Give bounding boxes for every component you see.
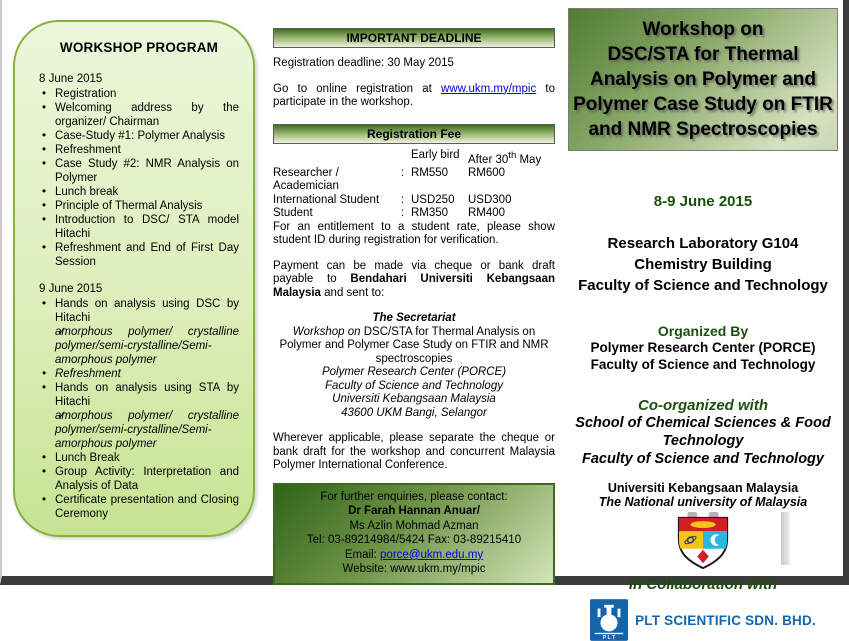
workshop-title-line: and NMR Spectroscopies: [588, 119, 818, 140]
fee-table-row: [273, 167, 555, 194]
day1-program-list: [39, 87, 239, 269]
fee-after-sup: th: [508, 149, 517, 161]
program-item: • Case Study #2: NMR Analysis on Polymer: [39, 157, 239, 185]
fee-col-after: [468, 149, 541, 167]
fee-row-early-value: RM550: [411, 166, 449, 179]
program-item: • Hands on analysis using DSC by Hitachi: [39, 297, 239, 325]
contact-email-line: [279, 548, 549, 563]
ukm-name: Universiti Kebangsaan Malaysia: [607, 481, 799, 495]
venue-line: Chemistry Building: [634, 256, 772, 273]
important-deadline-header: IMPORTANT DEADLINE: [273, 28, 555, 48]
event-date: 8-9 June 2015: [653, 193, 753, 210]
fee-after-post: May: [516, 153, 542, 166]
fee-row-colon: :: [401, 193, 405, 206]
organizer-line: Faculty of Science and Technology: [590, 357, 816, 372]
fee-row-early-value: USD250: [411, 193, 455, 206]
fee-table-row: [273, 207, 555, 221]
workshop-title-box: [568, 8, 838, 151]
fee-table-rows: [273, 167, 555, 221]
workshop-title-line: Analysis on Polymer and: [590, 69, 816, 90]
fee-table: [273, 149, 555, 221]
secretariat-line1-rest: DSC/STA for Thermal Analysis on Polymer and Polymer Case Study on FTIR and NMR spectroscopies: [279, 325, 549, 365]
fee-row-after-value: RM400: [468, 207, 506, 220]
fee-header-spacer: [273, 149, 411, 167]
secretariat-title: The Secretariat: [372, 312, 456, 325]
scan-artifact: [781, 512, 790, 565]
organizer-line: Polymer Research Center (PORCE): [590, 340, 816, 355]
workshop-title-line: Polymer Case Study on FTIR: [573, 94, 833, 115]
fee-row-after-value: RM600: [468, 166, 506, 179]
payment-text: [273, 260, 555, 301]
program-item: • Lunch break: [39, 185, 239, 199]
ukm-tagline: The National university of Malaysia: [598, 495, 808, 509]
online-registration-text: [273, 83, 555, 110]
co-organizer-lines: [568, 414, 838, 468]
payment-pre: Payment can be made via cheque or bank draft payable to: [273, 259, 555, 286]
fee-table-header: [273, 149, 555, 167]
contact-tel-fax: Tel: 03-89214984/5424 Fax: 03-89215410: [306, 534, 522, 547]
program-item: • Welcoming address by the organizer/ Chairman: [39, 101, 239, 129]
contact-website: Website: www.ukm.my/mpic: [342, 563, 486, 576]
fee-row-label: International Student: [273, 193, 380, 206]
program-item: • Refreshment: [39, 367, 239, 381]
program-item: • Refreshment and End of First Day Session: [39, 241, 239, 269]
student-note: For an entitlement to a student rate, please show student ID during registration for verification.: [273, 220, 555, 247]
workshop-title-line: Workshop on: [642, 19, 764, 40]
online-reg-pre: Go to online registration at: [273, 82, 442, 95]
venue-block: [568, 233, 838, 296]
plt-company-name: PLT SCIENTIFIC SDN. BHD.: [635, 612, 816, 628]
fee-after-pre: After 30: [468, 153, 509, 166]
program-item: • Hands on analysis using STA by Hitachi: [39, 381, 239, 409]
venue-line: Faculty of Science and Technology: [578, 277, 828, 294]
payment-payee: Bendahari Universiti Kebangsaan Malaysia: [273, 273, 555, 299]
organizer-lines: [568, 339, 838, 373]
plt-logo-row: [568, 599, 838, 641]
secretariat-workshop-title: [273, 326, 555, 367]
secretariat-address-line: Universiti Kebangsaan Malaysia: [332, 393, 496, 406]
ukm-crest-logo: [568, 512, 838, 575]
program-item: ✓ amorphous polymer/ crystalline polymer/semi-crystalline/Semi-amorphous polymer: [39, 325, 239, 367]
workshop-program-panel: [13, 20, 255, 537]
contact-name-2: Ms Azlin Mohmad Azman: [349, 519, 479, 532]
secretariat-block: [273, 312, 555, 420]
secretariat-address-line: 43600 UKM Bangi, Selangor: [341, 406, 487, 419]
fee-row-early-value: RM350: [411, 207, 449, 220]
day2-program-list: [39, 297, 239, 521]
day1-heading: 8 June 2015: [39, 73, 103, 85]
secretariat-line1-italic: Workshop on: [292, 325, 361, 338]
registration-link[interactable]: www.ukm.my/mpic: [441, 82, 537, 95]
collaboration-text: In Collaboration with: [628, 576, 778, 593]
registration-fee-header: Registration Fee: [273, 124, 555, 144]
plt-logo-text: P L T: [602, 635, 616, 641]
separate-cheque-note: Wherever applicable, please separate the cheque or bank draft for the workshop and concurrent Malaysia Polymer International Conference.: [273, 432, 555, 472]
co-organizer-line: School of Chemical Sciences & Food Technology: [575, 415, 831, 449]
fee-row-after-value: USD300: [468, 193, 512, 206]
secretariat-address-line: Faculty of Science and Technology: [325, 379, 503, 392]
program-item: • Group Activity: Interpretation and Analysis of Data: [39, 465, 239, 493]
online-reg-post: to participate in the workshop.: [273, 82, 555, 108]
program-item: • Case-Study #1: Polymer Analysis: [39, 129, 239, 143]
middle-column: [273, 28, 555, 585]
email-label: Email:: [344, 548, 381, 561]
program-item: • Principle of Thermal Analysis: [39, 199, 239, 213]
registration-deadline-text: Registration deadline: 30 May 2015: [273, 57, 454, 69]
fee-row-label: Researcher / Academician: [273, 166, 339, 193]
contact-name-1: Dr Farah Hannan Anuar/: [348, 505, 480, 518]
program-item: ✓ amorphous polymer/ crystalline polymer/semi-crystalline/Semi-amorphous polymer: [39, 409, 239, 451]
fee-row-colon: :: [401, 166, 405, 179]
program-item: • Certificate presentation and Closing Ceremony: [39, 493, 239, 521]
contact-box: [273, 483, 555, 585]
program-item: • Lunch Break: [39, 451, 239, 465]
email-link[interactable]: porce@ukm.edu.my: [380, 548, 484, 561]
co-organized-heading: Co-organized with: [638, 397, 768, 414]
fee-row-label: Student: [273, 207, 313, 220]
fee-row-colon: :: [401, 207, 405, 220]
workshop-title-line: DSC/STA for Thermal: [607, 44, 799, 65]
co-organizer-line: Faculty of Science and Technology: [582, 451, 824, 467]
contact-intro: For further enquiries, please contact:: [320, 490, 508, 503]
panel-title: WORKSHOP PROGRAM: [59, 40, 219, 55]
right-column: [568, 8, 838, 641]
fee-table-row: [273, 194, 555, 208]
venue-line: Research Laboratory G104: [607, 235, 799, 252]
fee-col-early-bird: Early bird: [411, 148, 460, 161]
payment-post: and sent to:: [320, 286, 385, 299]
plt-logo-icon: [590, 599, 628, 641]
program-item: • Introduction to DSC/ STA model Hitachi: [39, 213, 239, 241]
program-item: • Registration: [39, 87, 239, 101]
day2-heading: 9 June 2015: [39, 283, 103, 295]
organized-by-heading: Organized By: [657, 323, 749, 339]
secretariat-address-lines: [273, 366, 555, 420]
secretariat-address-line: Polymer Research Center (PORCE): [321, 366, 507, 379]
program-item: • Refreshment: [39, 143, 239, 157]
ukm-crest-icon: [672, 512, 734, 570]
